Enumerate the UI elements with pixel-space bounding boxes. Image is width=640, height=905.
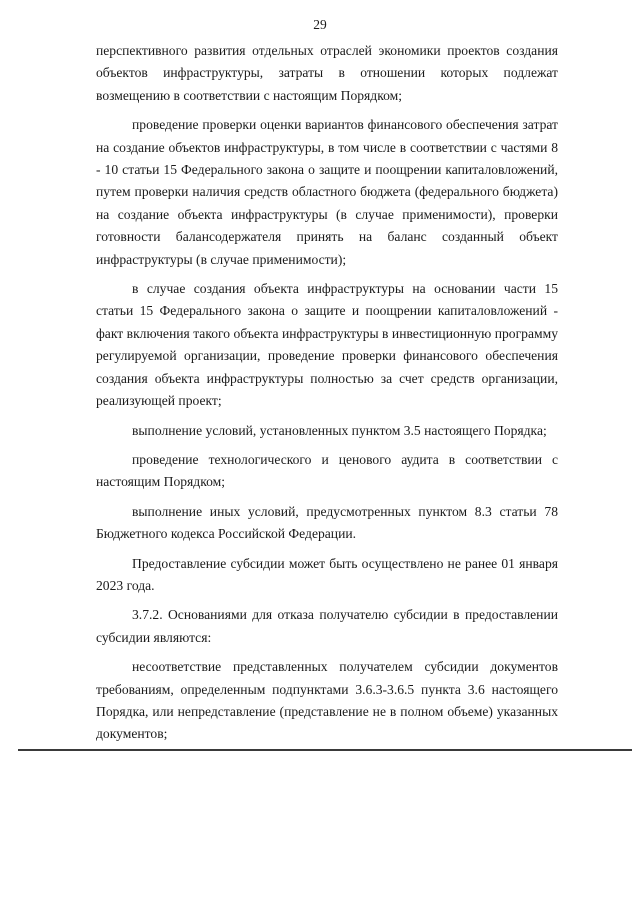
bottom-divider (18, 749, 632, 751)
document-body (96, 40, 558, 753)
paragraph-9: несоответствие представленных получателем субсидии документов требованиям, определенным подпунктами 3.6.3-3.6.5 пункта 3.6 настоящего Порядка, или непредставление (представление не в полном объеме) указанных документов; (96, 659, 558, 742)
paragraph-3: в случае создания объекта инфраструктуры на основании части 15 статьи 15 Федерального закона о защите и поощрении капиталовложений - факт включения такого объекта инфраструктуры в инвестиционную программу регулируемой организации, проведение проверки финансового обеспечения создания объекта инфраструктуры полностью за счет средств организации, реализующей проект; (96, 281, 558, 409)
paragraph-5: проведение технологического и ценового аудита в соответствии с настоящим Порядком; (96, 451, 558, 490)
paragraph-2: проведение проверки оценки вариантов финансового обеспечения затрат на создание объектов инфраструктуры, в том числе в соответствии с частями 8 - 10 статьи 15 Федерального закона о защите и поощрении капиталовложений, путем проверки наличия средств областного бюджета (федерального бюджета) на создание объекта инфраструктуры (в случае применимости), проверки готовности балансодержателя принять на баланс созданный объект инфраструктуры (в случае применимости); (96, 117, 558, 267)
page-number: 29 (313, 17, 327, 32)
paragraph-1: перспективного развития отдельных отраслей экономики проектов создания объектов инфраструктуры, затраты в отношении которых подлежат возмещению в соответствии с настоящим Порядком; (96, 43, 558, 103)
paragraph-8: 3.7.2. Основаниями для отказа получателю субсидии в предоставлении субсидии являются: (96, 607, 558, 645)
paragraph-4: выполнение условий, установленных пунктом 3.5 настоящего Порядка; (132, 422, 547, 438)
paragraph-7: Предоставление субсидии может быть осуществлено не ранее 01 января 2023 года. (96, 555, 558, 593)
paragraph-6: выполнение иных условий, предусмотренных пунктом 8.3 статьи 78 Бюджетного кодекса Российской Федерации. (96, 503, 558, 542)
